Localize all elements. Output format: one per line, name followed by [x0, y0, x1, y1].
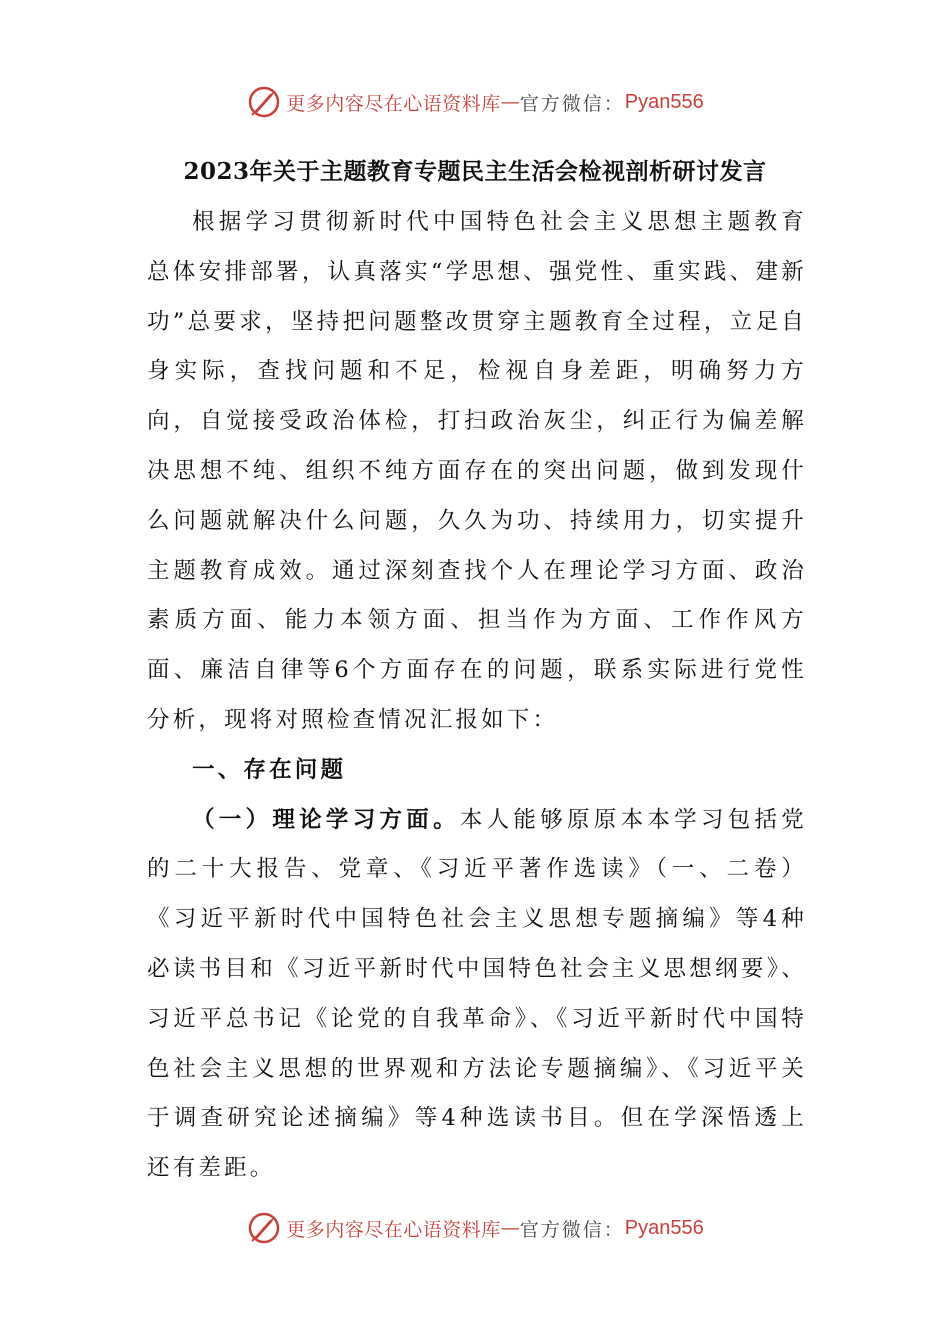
watermark-header: [0, 82, 950, 122]
intro-paragraph: 根据学习贯彻新时代中国特色社会主义思想主题教育总体安排部署，认真落实“学思想、强党性、重实践、建新功”总要求，坚持把问题整改贯穿主题教育全过程，立足自身实际，查找问题和不足，检视自身差距，明确努力方向，自觉接受政治体检，打扫政治灰尘，纠正行为偏差解决思想不纯、组织不纯方面存在的突出问题，做到发现什么问题就解决什么问题，久久为功、持续用力，切实提升主题教育成效。通过深刻查找个人在理论学习方面、政治素质方面、能力本领方面、担当作为方面、工作作风方面、廉洁自律等6个方面存在的问题，联系实际进行党性分析，现将对照检查情况汇报如下：: [147, 209, 807, 733]
watermark-wechat-id: Pyan556: [624, 1216, 704, 1239]
watermark-official-label: 官方微信：: [519, 1218, 625, 1241]
quill-pen-icon: [246, 84, 282, 120]
subsection-lead: （一）理论学习方面。: [192, 806, 460, 833]
quill-pen-icon: [246, 1210, 282, 1246]
subsection-paragraph: [147, 796, 807, 1194]
document-body: [147, 198, 807, 1194]
watermark-site-text: 更多内容尽在心语资料库: [286, 92, 501, 115]
watermark-dash: —: [500, 91, 520, 113]
watermark-footer: [0, 1208, 950, 1248]
watermark-official-label: 官方微信：: [519, 92, 625, 115]
section-heading: 一、存在问题: [192, 756, 347, 783]
watermark-wechat-id: Pyan556: [624, 90, 704, 113]
subsection-text: 本人能够原原本本学习包括党的二十大报告、党章、《习近平著作选读》（一、二卷）《习近平新时代中国特色社会主义思想专题摘编》等4种必读书目和《习近平新时代中国特色社会主义思想纲要》、习近平总书记《论党的自我革命》、《习近平新时代中国特色社会主义思想的世界观和方法论专题摘编》、《习近平关于调查研究论述摘编》等4种选读书目。但在学深悟透上还有差距。: [147, 806, 807, 1182]
watermark-site-text: 更多内容尽在心语资料库: [286, 1218, 501, 1241]
document-title: 2023年关于主题教育专题民主生活会检视剖析研讨发言: [183, 158, 767, 185]
watermark-dash: —: [500, 1217, 520, 1239]
